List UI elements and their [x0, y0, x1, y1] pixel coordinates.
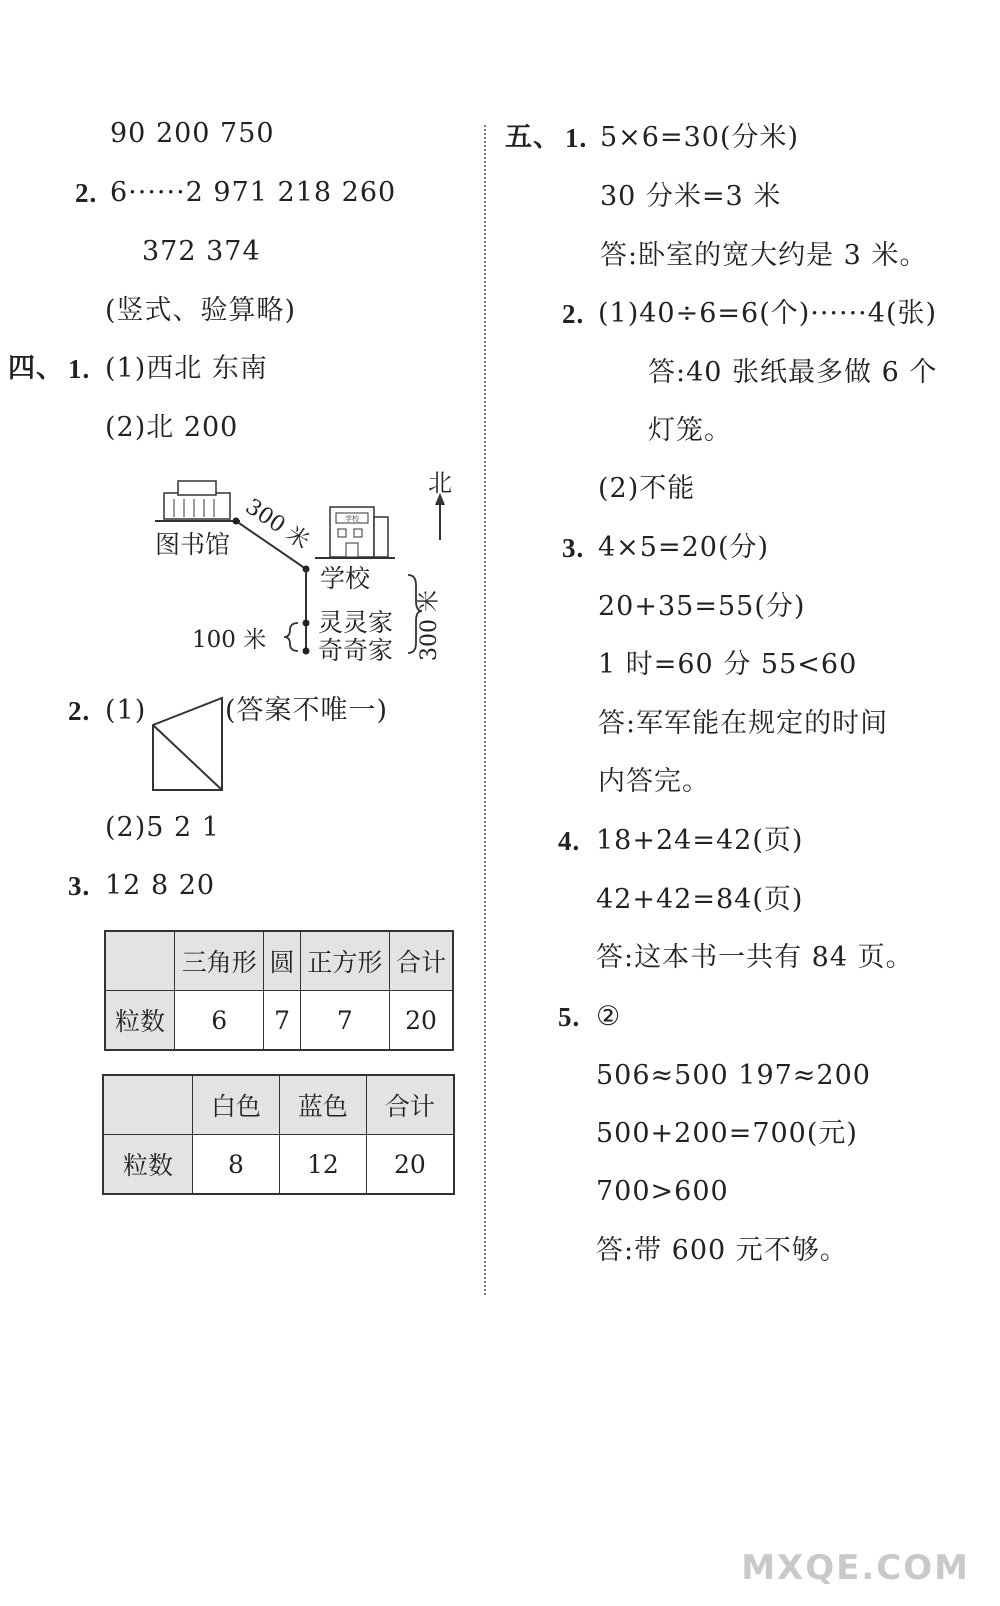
table-header-cell [103, 1075, 193, 1135]
school-sign: 学校 [345, 515, 359, 523]
answer-line: ② [596, 1001, 622, 1032]
answer-line: 答:军军能在规定的时间 [598, 708, 889, 739]
answer-line: 18+24=42(页) [596, 825, 804, 856]
table-cell: 7 [300, 991, 389, 1051]
answer-line: 答:卧室的宽大约是 3 米。 [600, 240, 928, 271]
answer-line: 700>600 [596, 1176, 729, 1207]
library-building-icon [155, 481, 240, 521]
distance-300-vertical: 300 米 [417, 590, 442, 661]
answer-line: 372 374 [142, 236, 261, 267]
lingling-home-label: 灵灵家 [318, 608, 394, 637]
answer-line: 506≈500 197≈200 [596, 1060, 871, 1091]
answer-line: 6······2 971 218 260 [110, 177, 397, 208]
question-number: 1. [68, 354, 91, 384]
distance-300-diagonal: 300 米 [240, 494, 314, 555]
shape-count-table [104, 930, 454, 1051]
answer-line: (1)40÷6=6(个)······4(张) [598, 298, 938, 329]
answer-line: 内答完。 [598, 766, 710, 797]
answer-line: (2)不能 [598, 473, 696, 504]
table-cell: 20 [366, 1135, 454, 1195]
answer-line: 20+35=55(分) [598, 591, 806, 622]
answer-line: 答:带 600 元不够。 [596, 1235, 848, 1266]
answer-line: 90 200 750 [110, 118, 275, 149]
distance-100: 100 米 [192, 627, 267, 653]
table-header-cell: 三角形 [175, 931, 264, 991]
question-number: 2. [75, 178, 98, 208]
table-cell: 12 [279, 1135, 366, 1195]
question-number: 5. [558, 1002, 581, 1032]
table-cell: 20 [390, 991, 453, 1051]
table-header-cell: 合计 [366, 1075, 454, 1135]
direction-map-diagram [150, 465, 470, 675]
question-number: 4. [558, 826, 581, 856]
north-label: 北 [428, 469, 452, 497]
table-cell: 7 [264, 991, 300, 1051]
answer-line: 灯笼。 [648, 415, 732, 446]
answer-line: (2)5 2 1 [105, 812, 220, 843]
answer-note: (竖式、验算略) [105, 295, 297, 326]
answer-line: 答:40 张纸最多做 6 个 [648, 357, 938, 388]
answer-line: 5×6=30(分米) [600, 122, 800, 153]
qiqi-home-label: 奇奇家 [318, 636, 394, 665]
answer-line: (2)北 200 [105, 412, 239, 443]
watermark: MXQE.COM [741, 1548, 970, 1588]
section-heading: 四、 [8, 353, 64, 384]
table-cell: 8 [193, 1135, 280, 1195]
table-header-cell [105, 931, 175, 991]
section-heading: 五、 [505, 122, 561, 153]
table-header-cell: 白色 [193, 1075, 280, 1135]
table-row-label: 粒数 [103, 1135, 193, 1195]
table-row-label: 粒数 [105, 991, 175, 1051]
answer-note: (答案不唯一) [225, 695, 389, 726]
answer-line: 1 时=60 分 55<60 [598, 649, 858, 680]
answer-line: 30 分米=3 米 [600, 181, 782, 212]
answer-line: 答:这本书一共有 84 页。 [596, 942, 914, 973]
question-number: 1. [565, 123, 588, 153]
color-count-table [102, 1074, 455, 1195]
answer-line: 12 8 20 [105, 870, 216, 901]
column-divider [484, 125, 486, 1295]
answer-line: 4×5=20(分) [598, 532, 770, 563]
question-number: 2. [68, 696, 91, 726]
divided-quadrilateral-diagram [150, 695, 230, 795]
answer-line: (1)西北 东南 [105, 353, 268, 384]
library-label: 图书馆 [155, 530, 231, 559]
school-label: 学校 [320, 564, 371, 593]
answer-line: (1) [105, 695, 147, 726]
table-header-cell: 圆 [264, 931, 300, 991]
table-header-cell: 正方形 [300, 931, 389, 991]
table-header-cell: 合计 [390, 931, 453, 991]
question-number: 2. [562, 299, 585, 329]
table-header-cell: 蓝色 [279, 1075, 366, 1135]
answer-line: 42+42=84(页) [596, 884, 804, 915]
question-number: 3. [562, 533, 585, 563]
question-number: 3. [68, 871, 91, 901]
answer-line: 500+200=700(元) [596, 1118, 858, 1149]
table-cell: 6 [175, 991, 264, 1051]
